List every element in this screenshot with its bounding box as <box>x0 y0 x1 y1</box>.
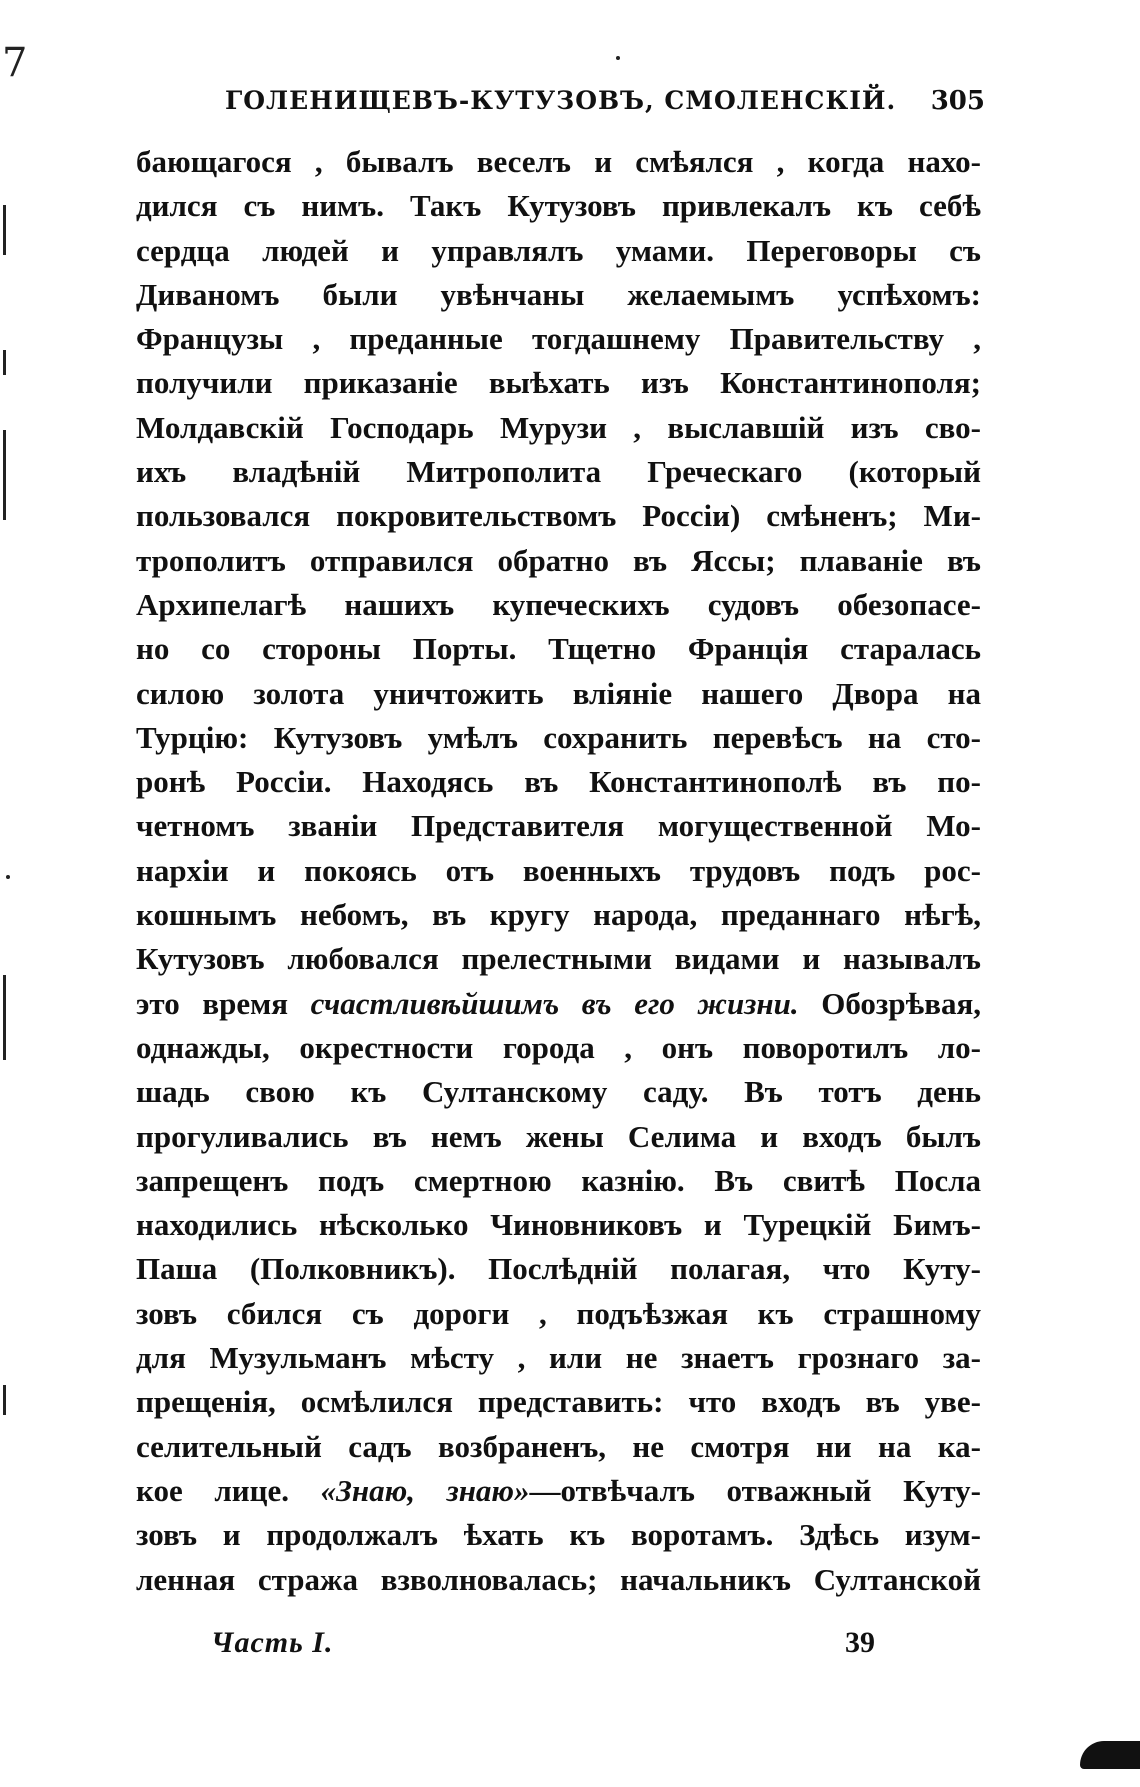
text-line: Архипелагѣ нашихъ купеческихъ судовъ обезопасе- <box>136 586 981 622</box>
text-line: Молдавскій Господарь Мурузи , выславшій изъ сво- <box>136 409 981 445</box>
text-line: зовъ и продолжалъ ѣхать къ воротамъ. Здѣсь изум- <box>136 1517 981 1553</box>
text-line: получили приказаніе выѣхать изъ Константинополя; <box>136 365 981 401</box>
text-line: бающагося , бывалъ веселъ и смѣялся , когда нахо- <box>136 144 981 179</box>
text-run: —отвѣчалъ отважный Куту- <box>529 1472 982 1508</box>
text-line: Кутузовъ любовался прелестными видами и называлъ <box>136 941 981 977</box>
corner-ink-blot <box>1080 1741 1140 1769</box>
text-line: Паша (Полковникъ). Послѣдній полагая, что Куту- <box>136 1251 981 1287</box>
text-line: нархіи и покоясь отъ военныхъ трудовъ подъ рос- <box>136 852 981 888</box>
text-line: для Музульманъ мѣсту , или не знаетъ грознаго за- <box>136 1340 981 1376</box>
text-run: Обозрѣвая, <box>798 985 981 1021</box>
text-line: находились нѣсколько Чиновниковъ и Турецкій Бимъ- <box>136 1207 981 1243</box>
page-number: 305 <box>930 86 985 116</box>
margin-scan-mark <box>3 975 6 1060</box>
text-line: запрещенъ подъ смертною казнію. Въ свитѣ Посла <box>136 1162 981 1198</box>
text-line: пользовался покровительствомъ Россіи) смѣненъ; Ми- <box>136 498 981 534</box>
text-run: это время <box>136 985 311 1021</box>
text-line: прещенія, осмѣлился представить: что входъ въ уве- <box>136 1384 981 1420</box>
text-run: кое лице. <box>136 1472 321 1508</box>
sheet-number: 39 <box>845 1626 875 1659</box>
margin-scan-mark <box>3 430 6 520</box>
text-line <box>136 1469 981 1513</box>
text-line: но со стороны Порты. Тщетно Франція старалась <box>136 631 981 667</box>
margin-scan-mark <box>3 1385 6 1415</box>
margin-scan-mark <box>3 350 6 375</box>
text-line: ронѣ Россіи. Находясь въ Константинополѣ въ по- <box>136 764 981 800</box>
text-line: Диваномъ были увѣнчаны желаемымъ успѣхомъ: <box>136 276 981 312</box>
running-title: ГОЛЕНИЩЕВЪ-КУТУЗОВЪ, СМОЛЕНСКІЙ. <box>225 86 897 115</box>
text-line: четномъ званіи Представителя могущественной Мо- <box>136 808 981 844</box>
text-line: селительный садъ возбраненъ, не смотря ни на ка- <box>136 1428 981 1464</box>
text-line: зовъ сбился съ дороги , подъѣзжая къ страшному <box>136 1295 981 1331</box>
text-line: Французы , преданные тогдашнему Правительству , <box>136 321 981 357</box>
margin-scan-mark <box>616 56 620 60</box>
margin-scan-mark: 7 <box>2 40 28 86</box>
margin-scan-mark <box>6 875 10 879</box>
text-line: силою золота уничтожить вліяніе нашего Двора на <box>136 675 981 711</box>
text-line: Турцію: Кутузовъ умѣлъ сохранить перевѣсъ на сто- <box>136 719 981 755</box>
signature-mark: Часть I. <box>211 1626 334 1659</box>
text-line: прогуливались въ немъ жены Селима и входъ былъ <box>136 1118 981 1154</box>
text-line: ленная стража взволновалась; начальникъ Султанской <box>136 1561 981 1597</box>
text-line: трополитъ отправился обратно въ Яссы; плаваніе въ <box>136 542 981 578</box>
page-header <box>225 86 985 126</box>
text-line <box>136 982 981 1026</box>
italic-emphasis: счастливѣйшимъ въ его жизни. <box>310 985 799 1021</box>
text-line: дился съ нимъ. Такъ Кутузовъ привлекалъ къ себѣ <box>136 188 981 224</box>
text-line: ихъ владѣній Митрополита Греческаго (который <box>136 454 981 490</box>
text-line: шадь свою къ Султанскому саду. Въ тотъ день <box>136 1074 981 1110</box>
text-line: кошнымъ небомъ, въ кругу народа, преданнаго нѣгѣ, <box>136 897 981 933</box>
italic-quote: «Знаю, знаю» <box>320 1472 530 1508</box>
margin-scan-mark <box>3 205 6 255</box>
text-line: однажды, окрестности города , онъ поворотилъ ло- <box>136 1029 981 1065</box>
text-line: сердца людей и управлялъ умами. Переговоры съ <box>136 232 981 268</box>
page-footer <box>205 1626 905 1676</box>
body-text <box>136 140 981 1602</box>
